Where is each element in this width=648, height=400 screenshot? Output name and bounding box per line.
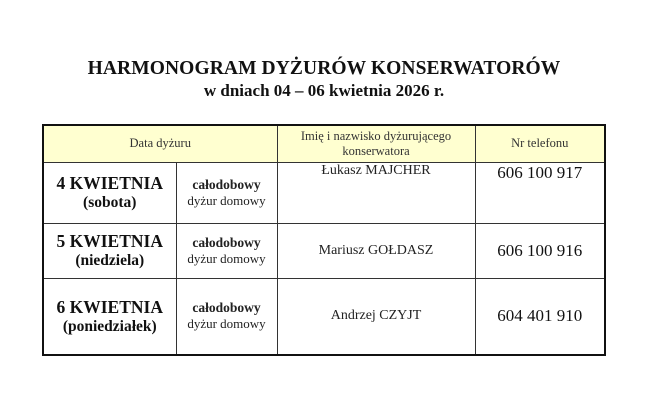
date-cell [43,162,176,223]
header-name: Imię i nazwisko dyżurującego konserwatora [277,125,475,162]
conservator-name: Andrzej CZYJT [277,278,475,355]
duty-type-cell [176,162,277,223]
phone-number: 604 401 910 [475,278,605,355]
table-row [43,223,605,278]
header-date: Data dyżuru [43,125,277,162]
phone-number: 606 100 917 [475,162,605,223]
date-label: 5 KWIETNIA [56,231,163,251]
document-subtitle: w dniach 04 – 06 kwietnia 2026 r. [203,81,445,100]
duty-type-cell [176,223,277,278]
duty-type-line1: całodobowy [192,176,261,192]
phone-number: 606 100 916 [475,223,605,278]
duty-schedule-table [42,124,606,356]
duty-type-line2: dyżur domowy [187,316,266,332]
conservator-name: Mariusz GOŁDASZ [277,223,475,278]
date-label: 4 KWIETNIA [56,173,163,193]
table-row [43,278,605,355]
date-label: 6 KWIETNIA [56,296,163,317]
date-cell [43,278,176,355]
duty-type-cell [176,278,277,355]
weekday-label: (poniedziałek) [62,317,157,335]
document-title: HARMONOGRAM DYŻURÓW KONSERWATORÓW [87,58,561,79]
duty-type-line2: dyżur domowy [187,192,266,208]
header-phone: Nr telefonu [475,125,605,162]
conservator-name: Łukasz MAJCHER [277,162,475,223]
table-row [43,162,605,223]
duty-type-line1: całodobowy [192,234,261,250]
duty-type-line2: dyżur domowy [187,250,266,266]
date-cell [43,223,176,278]
weekday-label: (sobota) [83,194,137,211]
table-header-row [43,125,605,162]
duty-type-line1: całodobowy [192,300,261,316]
weekday-label: (niedziela) [75,252,145,269]
